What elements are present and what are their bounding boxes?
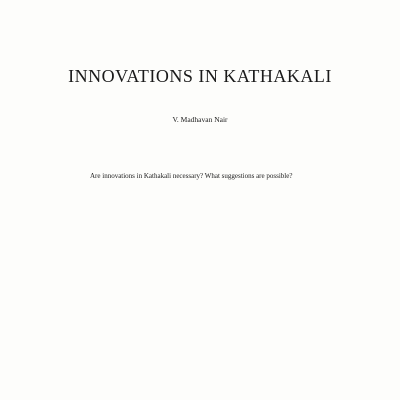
article-author: V. Madhavan Nair: [172, 115, 228, 124]
article-opening: Are innovations in Kathakali necessary? What suggestions are possible?: [90, 172, 293, 180]
article-title: INNOVATIONS IN KATHAKALI: [68, 66, 332, 86]
